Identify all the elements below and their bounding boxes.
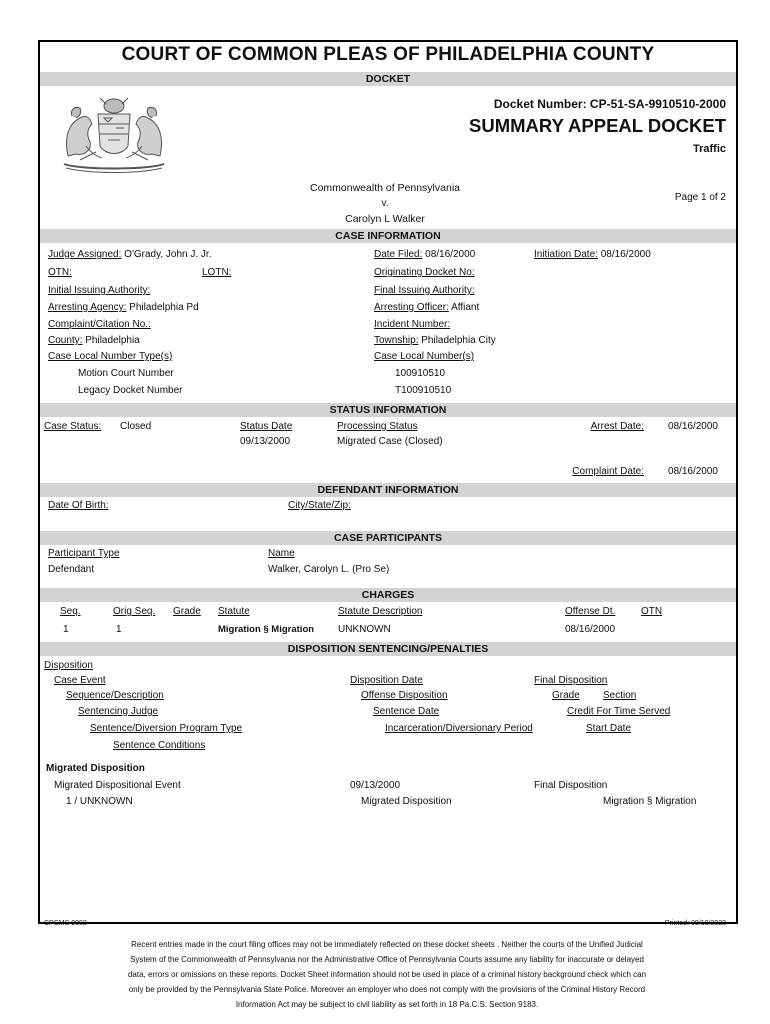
arrest-date-label: Arrest Date: — [590, 421, 644, 432]
complaint-citation-label: Complaint/Citation No.: — [48, 319, 151, 330]
city-state-zip-label: City/State/Zip: — [288, 500, 351, 511]
incarceration-period-label: Incarceration/Diversionary Period — [385, 723, 533, 734]
charge-offense-date-value: 08/16/2000 — [565, 624, 616, 635]
date-of-birth-label: Date Of Birth: — [48, 500, 109, 511]
otn-label: OTN: — [48, 267, 72, 278]
court-title: COURT OF COMMON PLEAS OF PHILADELPHIA COUNTY — [121, 44, 655, 65]
case-information-bar: CASE INFORMATION — [40, 229, 736, 243]
charges-bar: CHARGES — [40, 588, 736, 602]
disclaimer-line: data, errors or omissions on these reports. Docket Sheet information should not be used in place of a criminal history background check which can — [127, 970, 647, 979]
case-status-label: Case Status: — [44, 421, 102, 432]
final-issuing-authority-label: Final Issuing Authority: — [374, 285, 475, 296]
migrated-final-disposition: Final Disposition — [534, 780, 608, 791]
processing-status-label: Processing Status — [337, 421, 418, 432]
charge-seq-value: 1 — [63, 624, 69, 635]
charge-statute-value: Migration § Migration — [218, 624, 315, 635]
caption-defendant: Carolyn L Walker — [345, 213, 425, 225]
charge-orig-seq-label: Orig Seq. — [113, 606, 156, 617]
participant-name-label: Name — [268, 548, 295, 559]
status-information-bar: STATUS INFORMATION — [40, 403, 736, 417]
migrated-offense-disposition: Migrated Disposition — [361, 796, 452, 807]
case-status-value: Closed — [120, 421, 152, 432]
page-number: Page 1 of 2 — [674, 192, 726, 203]
sentence-conditions-label: Sentence Conditions — [113, 740, 206, 751]
county: County: Philadelphia — [48, 335, 140, 346]
program-type-label: Sentence/Diversion Program Type — [90, 723, 243, 734]
status-date-label: Status Date — [240, 421, 293, 432]
case-category: Traffic — [692, 143, 726, 155]
charge-grade-label: Grade — [173, 606, 201, 617]
disposition-date-label: Disposition Date — [350, 675, 423, 686]
charge-otn-label: OTN — [641, 606, 663, 617]
local-number-type: Legacy Docket Number — [78, 385, 183, 396]
docket-number: Docket Number: CP-51-SA-9910510-2000 — [493, 97, 726, 111]
complaint-date-value: 08/16/2000 — [667, 466, 718, 477]
disposition-bar: DISPOSITION SENTENCING/PENALTIES — [40, 642, 736, 656]
township: Township: Philadelphia City — [374, 335, 496, 346]
incident-number-label: Incident Number: — [374, 319, 451, 330]
offense-disposition-label: Offense Disposition — [361, 690, 448, 701]
judge-assigned: Judge Assigned: O'Grady, John J. Jr. — [48, 249, 212, 260]
charge-seq-label: Seq. — [60, 606, 81, 617]
final-disposition-label: Final Disposition — [534, 675, 608, 686]
local-number-type: Motion Court Number — [78, 368, 174, 379]
migrated-date: 09/13/2000 — [350, 780, 401, 791]
pennsylvania-seal-icon — [50, 94, 178, 176]
sentence-date-label: Sentence Date — [373, 706, 440, 717]
form-id: CPCMS 9082 — [44, 920, 87, 927]
charge-statute-description-label: Statute Description — [338, 606, 423, 617]
caption-plaintiff: Commonwealth of Pennsylvania — [310, 182, 460, 194]
arrest-date-value: 08/16/2000 — [667, 421, 718, 432]
docket-bar: DOCKET — [40, 72, 736, 86]
grade-label: Grade — [552, 690, 580, 701]
disclaimer-line: Information Act may be subject to civil liability as set forth in 18 Pa.C.S. Section 9183. — [235, 1000, 539, 1009]
participant-type-label: Participant Type — [48, 548, 120, 559]
migrated-disposition-heading: Migrated Disposition — [46, 763, 145, 774]
printed-date: Printed: 08/10/2023 — [664, 920, 726, 927]
section-label: Section — [603, 690, 637, 701]
local-number: T100910510 — [395, 385, 452, 396]
disposition-label: Disposition — [44, 660, 93, 671]
disclaimer-line: System of the Commonwealth of Pennsylvania nor the Administrative Office of Pennsylvania Courts assume any liability for inaccurate or delayed — [130, 955, 644, 964]
disclaimer — [78, 937, 696, 1012]
disclaimer-line: Recent entries made in the court filing offices may not be immediately reflected on these docket sheets . Neither the courts of the Unified Judicial — [131, 940, 643, 949]
processing-status-value: Migrated Case (Closed) — [337, 436, 443, 447]
credit-time-served-label: Credit For Time Served — [567, 706, 671, 717]
status-date-value: 09/13/2000 — [240, 436, 291, 447]
arresting-agency: Arresting Agency: Philadelphia Pd — [48, 302, 199, 313]
charge-offense-date-label: Offense Dt. — [565, 606, 616, 617]
sequence-description-label: Sequence/Description — [66, 690, 164, 701]
case-participants-bar: CASE PARTICIPANTS — [40, 531, 736, 545]
disclaimer-line: only be provided by the Pennsylvania State Police. Moreover an employer who does not comply with the provisions of the Criminal History Record — [128, 985, 646, 994]
migrated-section: Migration § Migration — [603, 796, 697, 807]
complaint-date-label: Complaint Date: — [572, 466, 644, 477]
lotn-label: LOTN: — [202, 267, 232, 278]
initial-issuing-authority-label: Initial Issuing Authority: — [48, 285, 151, 296]
case-event-label: Case Event — [54, 675, 106, 686]
caption-versus: v. — [381, 198, 389, 209]
migrated-sequence: 1 / UNKNOWN — [66, 796, 133, 807]
sentencing-judge-label: Sentencing Judge — [78, 706, 159, 717]
originating-docket-label: Originating Docket No: — [374, 267, 475, 278]
date-filed: Date Filed: 08/16/2000 — [374, 249, 476, 260]
migrated-event: Migrated Dispositional Event — [54, 780, 181, 791]
charge-statute-label: Statute — [218, 606, 250, 617]
arresting-officer: Arresting Officer: Affiant — [374, 302, 480, 313]
local-number: 100910510 — [395, 368, 446, 379]
docket-type: SUMMARY APPEAL DOCKET — [469, 115, 726, 136]
charge-description-value: UNKNOWN — [338, 624, 391, 635]
initiation-date: Initiation Date: 08/16/2000 — [534, 249, 651, 260]
participant-type-value: Defendant — [48, 564, 95, 575]
case-local-number-type-label: Case Local Number Type(s) — [48, 351, 173, 362]
participant-name-value: Walker, Carolyn L. (Pro Se) — [268, 564, 390, 575]
start-date-label: Start Date — [586, 723, 632, 734]
case-local-number-label: Case Local Number(s) — [374, 351, 475, 362]
charge-orig-seq-value: 1 — [116, 624, 122, 635]
defendant-information-bar: DEFENDANT INFORMATION — [40, 483, 736, 497]
